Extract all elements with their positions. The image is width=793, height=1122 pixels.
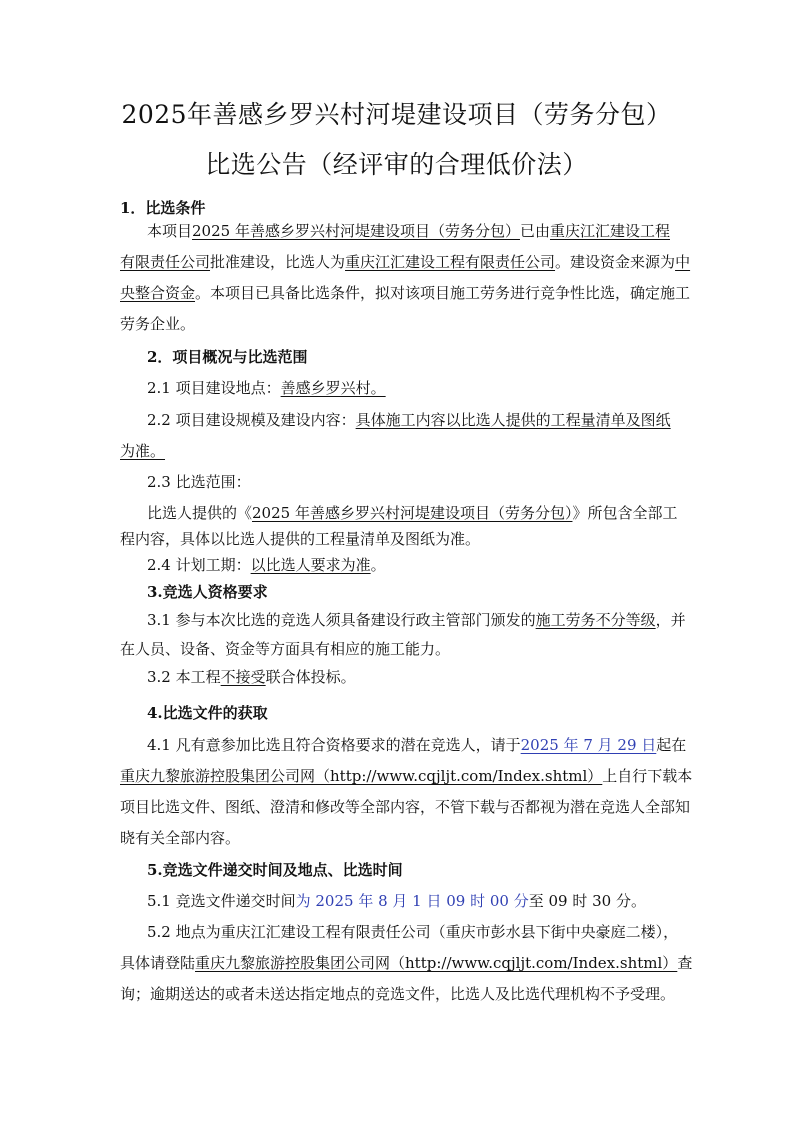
item-2-3: 2.3 比选范围： (147, 473, 251, 491)
item-4-1: 4.1 凡有意参加比选且符合资格要求的潜在竞选人，请于2025 年 7 月 29 日起在 (147, 736, 687, 754)
item-3-1-cont: 在人员、设备、资金等方面具有相应的施工能力。 (120, 640, 451, 658)
section-1-paragraph-line4: 劳务企业。 (120, 315, 196, 333)
item-3-2: 3.2 本工程不接受联合体投标。 (147, 668, 356, 686)
item-4-1-cont2: 项目比选文件、图纸、澄清和修改等全部内容，不管下载与否都视为潜在竞选人全部知 (120, 798, 691, 816)
item-4-1-cont1: 重庆九黎旅游控股集团公司网（http://www.cqjljt.com/Index.shtml）上自行下载本 (120, 767, 693, 785)
section-1-paragraph-line3: 央整合资金。本项目已具备比选条件，拟对该项目施工劳务进行竞争性比选，确定施工 (120, 284, 691, 302)
item-2-4: 2.4 计划工期：以比选人要求为准。 (147, 556, 386, 574)
section-1-heading: 1．比选条件 (120, 199, 206, 217)
scope-paragraph-line1: 比选人提供的《2025 年善感乡罗兴村河堤建设项目（劳务分包）》所包含全部工 (147, 504, 678, 522)
section-3-heading: 3.竞选人资格要求 (147, 583, 268, 601)
scope-paragraph-line2: 程内容，具体以比选人提供的工程量清单及图纸为准。 (120, 530, 481, 548)
document-title-line1: 2025年善感乡罗兴村河堤建设项目（劳务分包） (121, 100, 672, 129)
item-2-1: 2.1 项目建设地点：善感乡罗兴村。 (147, 379, 386, 397)
section-5-heading: 5.竞选文件递交时间及地点、比选时间 (147, 861, 403, 879)
document-title-line2: 比选公告（经评审的合理低价法） (205, 150, 588, 179)
download-website-link[interactable]: 重庆九黎旅游控股集团公司网（http://www.cqjljt.com/Index.shtml） (120, 767, 603, 785)
item-5-2-cont2: 询；逾期送达的或者未送达指定地点的竞选文件，比选人及比选代理机构不予受理。 (120, 985, 676, 1003)
item-5-1: 5.1 竞选文件递交时间为 2025 年 8 月 1 日 09 时 00 分至 09 时 30 分。 (147, 892, 646, 910)
submission-time: 为 2025 年 8 月 1 日 09 时 00 分 (295, 892, 529, 910)
section-4-heading: 4.比选文件的获取 (147, 704, 268, 722)
section-1-paragraph-line2: 有限责任公司批准建设，比选人为重庆江汇建设工程有限责任公司。建设资金来源为中 (120, 253, 691, 271)
item-3-1: 3.1 参与本次比选的竞选人须具备建设行政主管部门颁发的施工劳务不分等级，并 (147, 611, 686, 629)
section-2-heading: 2．项目概况与比选范围 (147, 348, 308, 366)
section-1-paragraph-line1: 本项目2025 年善感乡罗兴村河堤建设项目（劳务分包）已由重庆江汇建设工程 (147, 222, 670, 240)
item-4-1-cont3: 晓有关全部内容。 (120, 829, 241, 847)
item-5-2-cont1: 具体请登陆重庆九黎旅游控股集团公司网（http://www.cqjljt.com/Index.shtml）查 (120, 954, 693, 972)
download-start-date: 2025 年 7 月 29 日 (520, 736, 657, 754)
item-2-2-cont: 为准。 (120, 442, 166, 460)
item-2-2: 2.2 项目建设规模及建设内容：具体施工内容以比选人提供的工程量清单及图纸 (147, 411, 671, 429)
submission-website-link[interactable]: 重庆九黎旅游控股集团公司网（http://www.cqjljt.com/Index.shtml） (195, 954, 678, 972)
item-5-2: 5.2 地点为重庆江汇建设工程有限责任公司（重庆市彭水县下街中央豪庭二楼）， (147, 923, 679, 941)
